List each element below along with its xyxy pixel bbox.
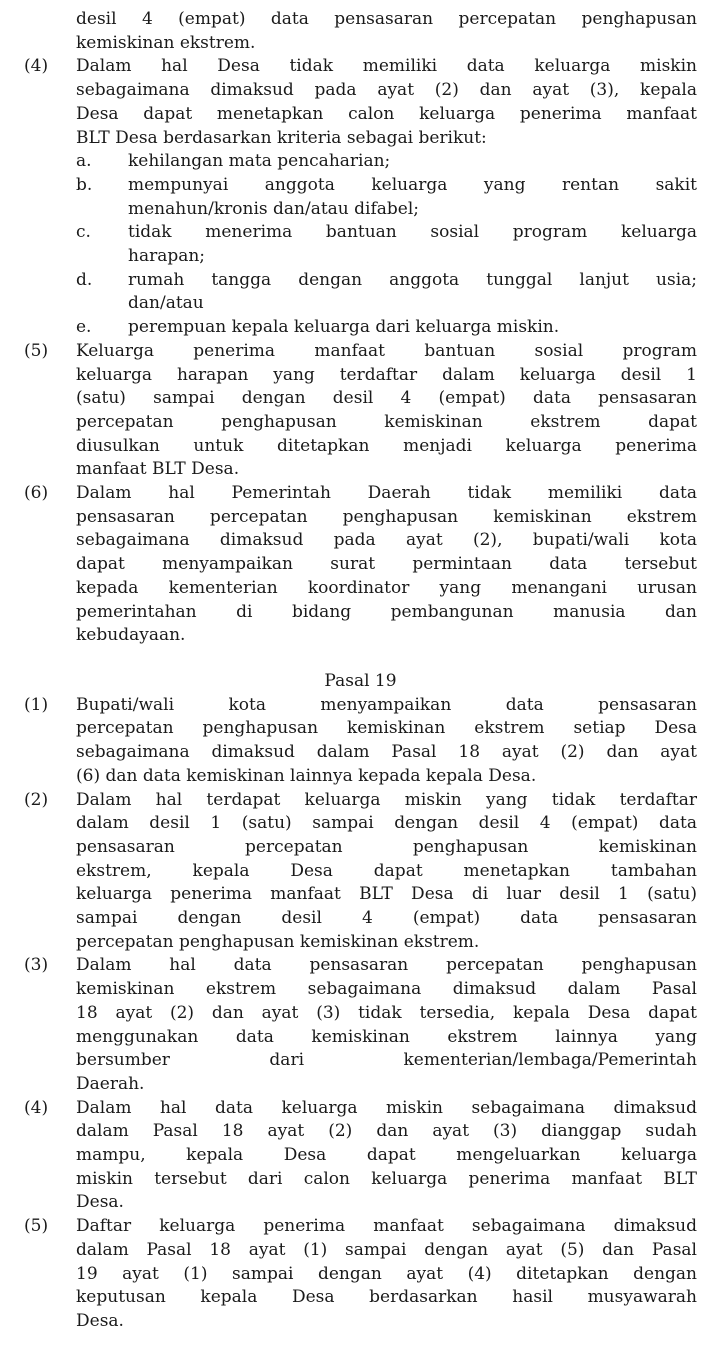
pasal18-ayat-5 (24, 340, 697, 482)
text-line: keluarga harapan yang terdaftar dalam keluarga desil 1 (76, 364, 697, 385)
ayat-number: (4) (24, 1097, 49, 1118)
text-line: Daerah. (76, 1073, 145, 1094)
item-letter: c. (76, 222, 91, 243)
ayat-number: (3) (24, 955, 49, 976)
text-line: 19 ayat (1) sampai dengan ayat (4) ditetapkan dengan (76, 1263, 697, 1284)
text-line: diusulkan untuk ditetapkan menjadi keluarga penerima (76, 435, 697, 456)
text-line: (satu) sampai dengan desil 4 (empat) data pensasaran (76, 388, 697, 409)
text-line: pemerintahan di bidang pembangunan manusia dan (76, 601, 697, 622)
ayat-number: (1) (24, 694, 49, 715)
text-line: keputusan kepala Desa berdasarkan hasil musyawarah (76, 1287, 697, 1308)
text-line: BLT Desa berdasarkan kriteria sebagai berikut: (76, 127, 487, 148)
text-line: Desa. (76, 1310, 124, 1331)
item-letter: d. (76, 269, 93, 290)
text-line: kemiskinan ekstrem. (76, 32, 256, 53)
criteria-item-c (24, 221, 697, 268)
text-line: sebagaimana dimaksud dalam Pasal 18 ayat (2) dan ayat (76, 742, 697, 763)
ayat-number: (2) (24, 789, 49, 810)
text-line: kepada kementerian koordinator yang menangani urusan (76, 577, 697, 598)
text-line: harapan; (128, 246, 206, 267)
text-line: mempunyai anggota keluarga yang rentan sakit (128, 174, 697, 195)
text-line: dalam Pasal 18 ayat (1) sampai dengan ayat (5) dan Pasal (76, 1239, 697, 1260)
text-line: tidak menerima bantuan sosial program keluarga (128, 222, 697, 243)
pasal-19-heading: Pasal 19 (324, 670, 397, 691)
text-line: ekstrem, kepala Desa dapat menetapkan tambahan (76, 860, 697, 881)
text-line: (6) dan data kemiskinan lainnya kepada kepala Desa. (76, 765, 537, 786)
text-line: Dalam hal terdapat keluarga miskin yang tidak terdaftar (76, 789, 697, 810)
pasal19-ayat-4 (24, 1097, 697, 1216)
criteria-item-d (24, 269, 697, 316)
text-line: dalam desil 1 (satu) sampai dengan desil 4 (empat) data (76, 813, 697, 834)
text-line: Dalam hal Desa tidak memiliki data keluarga miskin (76, 56, 697, 77)
ayat-number: (5) (24, 340, 49, 361)
criteria-item-a (24, 150, 697, 174)
text-line: Desa. (76, 1192, 124, 1213)
pasal18-ayat-4 (24, 55, 697, 150)
text-line: percepatan penghapusan kemiskinan ekstrem. (76, 931, 480, 952)
text-line: Dalam hal data keluarga miskin sebagaimana dimaksud (76, 1097, 697, 1118)
text-line: pensasaran percepatan penghapusan kemiskinan (76, 836, 697, 857)
text-line: Dalam hal data pensasaran percepatan penghapusan (76, 955, 697, 976)
ayat-number: (5) (24, 1216, 49, 1237)
ayat-number: (4) (24, 56, 49, 77)
text-line: percepatan penghapusan kemiskinan ekstrem dapat (76, 411, 697, 432)
text-line: percepatan penghapusan kemiskinan ekstrem setiap Desa (76, 718, 697, 739)
text-line: menahun/kronis dan/atau difabel; (128, 198, 420, 219)
item-letter: a. (76, 151, 92, 172)
pasal19-ayat-1 (24, 694, 697, 789)
criteria-item-e (24, 316, 697, 340)
text-line: keluarga penerima manfaat BLT Desa di luar desil 1 (satu) (76, 884, 697, 905)
ayat-number: (6) (24, 483, 49, 504)
text-line: manfaat BLT Desa. (76, 459, 240, 480)
text-line: kebudayaan. (76, 625, 186, 646)
continuation-paragraph (24, 8, 697, 55)
item-letter: b. (76, 174, 93, 195)
text-line: kehilangan mata pencaharian; (128, 151, 391, 172)
text-line: dan/atau (128, 293, 204, 314)
text-line: dapat menyampaikan surat permintaan data tersebut (76, 554, 697, 575)
text-line: sampai dengan desil 4 (empat) data pensasaran (76, 908, 697, 929)
text-line: dalam Pasal 18 ayat (2) dan ayat (3) dianggap sudah (76, 1121, 697, 1142)
text-line: kemiskinan ekstrem sebagaimana dimaksud dalam Pasal (76, 979, 697, 1000)
text-line: rumah tangga dengan anggota tunggal lanjut usia; (128, 269, 697, 290)
pasal19-ayat-3 (24, 954, 697, 1096)
text-line: Keluarga penerima manfaat bantuan sosial program (76, 340, 697, 361)
text-line: Daftar keluarga penerima manfaat sebagaimana dimaksud (76, 1216, 697, 1237)
criteria-item-b (24, 174, 697, 221)
text-line: mampu, kepala Desa dapat mengeluarkan keluarga (76, 1145, 697, 1166)
text-line: sebagaimana dimaksud pada ayat (2), bupati/wali kota (76, 530, 697, 551)
text-line: menggunakan data kemiskinan ekstrem lainnya yang (76, 1026, 697, 1047)
item-letter: e. (76, 317, 92, 338)
pasal19-ayat-5 (24, 1215, 697, 1334)
text-line: perempuan kepala keluarga dari keluarga miskin. (128, 317, 560, 338)
text-line: Desa dapat menetapkan calon keluarga penerima manfaat (76, 103, 697, 124)
text-line: pensasaran percepatan penghapusan kemiskinan ekstrem (76, 506, 697, 527)
text-line: bersumber dari kementerian/lembaga/Pemerintah (76, 1050, 697, 1071)
pasal18-ayat-6 (24, 482, 697, 648)
text-line: desil 4 (empat) data pensasaran percepatan penghapusan (76, 9, 697, 29)
text-line: Bupati/wali kota menyampaikan data pensasaran (76, 694, 697, 715)
text-line: Dalam hal Pemerintah Daerah tidak memiliki data (76, 483, 697, 504)
text-line: miskin tersebut dari calon keluarga penerima manfaat BLT (76, 1168, 697, 1189)
text-line: 18 ayat (2) dan ayat (3) tidak tersedia, kepala Desa dapat (76, 1002, 697, 1023)
pasal19-ayat-2 (24, 789, 697, 955)
text-line: sebagaimana dimaksud pada ayat (2) dan ayat (3), kepala (76, 80, 697, 101)
